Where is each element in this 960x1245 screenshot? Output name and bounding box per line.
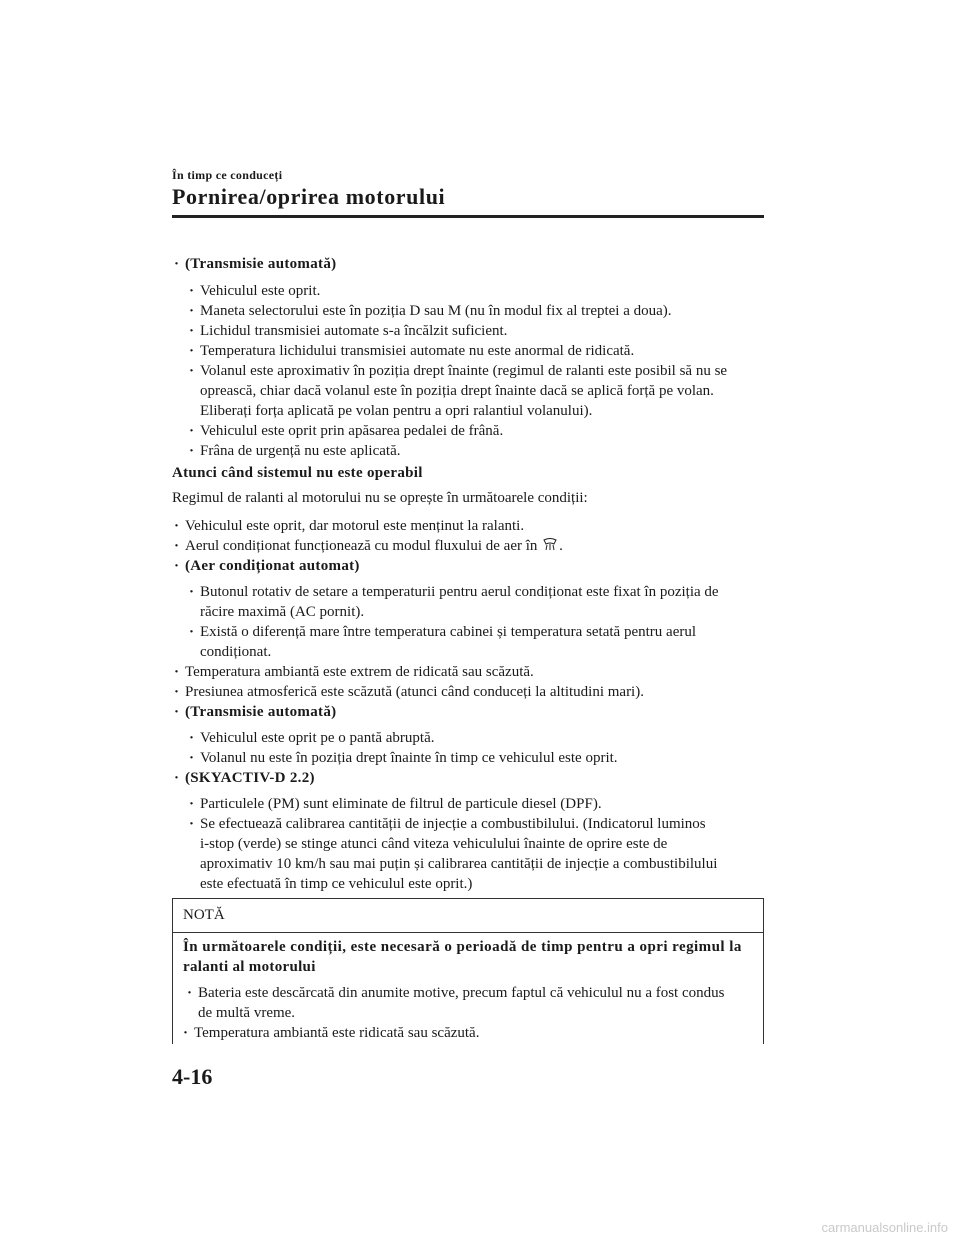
paragraph: Regimul de ralanti al motorului nu se oprește în următoarele condiții: <box>172 490 588 506</box>
list-item: · Presiunea atmosferică este scăzută (atunci când conduceți la altitudini mari). <box>185 684 644 701</box>
list-item: · (SKYACTIV-D 2.2) <box>185 770 315 787</box>
note-list-item: · Temperatura ambiantă este ridicată sau scăzută. <box>194 1025 479 1042</box>
list-item: · (Transmisie automată) <box>185 256 336 273</box>
list-item-continuation: aproximativ 10 km/h sau mai puțin și calibrarea cantității de injecție a combustibilului <box>200 856 718 872</box>
list-item: · Volanul este aproximativ în poziția drept înainte (regimul de ralanti este posibil să nu se <box>200 363 727 380</box>
watermark: carmanualsonline.info <box>821 1220 948 1235</box>
list-item: · Vehiculul este oprit prin apăsarea pedalei de frână. <box>200 423 503 440</box>
list-item-continuation: Eliberați forța aplicată pe volan pentru a opri ralantiul volanului). <box>200 403 593 419</box>
note-heading: ralanti al motorului <box>183 959 316 975</box>
list-item-continuation: este efectuată în timp ce vehiculul este oprit.) <box>200 876 473 892</box>
section-label: În timp ce conduceți <box>172 168 283 182</box>
list-item: · Frâna de urgență nu este aplicată. <box>200 443 400 460</box>
list-item: · Vehiculul este oprit pe o pantă abruptă. <box>200 730 435 747</box>
list-item: · Temperatura ambiantă este extrem de ridicată sau scăzută. <box>185 664 534 681</box>
list-item: · Vehiculul este oprit. <box>200 283 320 300</box>
list-item: · Se efectuează calibrarea cantității de injecție a combustibilului. (Indicatorul luminos <box>200 816 706 833</box>
subheading: Atunci când sistemul nu este operabil <box>172 465 423 481</box>
note-list-item: · Bateria este descărcată din anumite motive, precum faptul că vehiculul nu a fost condus <box>198 985 724 1002</box>
list-item: · Lichidul transmisiei automate s-a încălzit suficient. <box>200 323 507 340</box>
list-item: · Temperatura lichidului transmisiei automate nu este anormal de ridicată. <box>200 343 634 360</box>
list-item: · Există o diferență mare între temperatura cabinei și temperatura setată pentru aerul <box>200 624 696 641</box>
list-item: · Butonul rotativ de setare a temperaturii pentru aerul condiționat este fixat în poziția de <box>200 584 719 601</box>
note-list-item-continuation: de multă vreme. <box>198 1005 296 1021</box>
list-item: · Particulele (PM) sunt eliminate de filtrul de particule diesel (DPF). <box>200 796 602 813</box>
list-item-text-end: . <box>559 538 563 554</box>
page-number: 4-16 <box>172 1064 213 1089</box>
note-title: NOTĂ <box>183 907 225 923</box>
list-item: · Volanul nu este în poziția drept înainte în timp ce vehiculul este oprit. <box>200 750 618 767</box>
list-item: · Vehiculul este oprit, dar motorul este menținut la ralanti. <box>185 518 524 535</box>
list-item-continuation: condiționat. <box>200 644 272 660</box>
list-item: · Maneta selectorului este în poziția D sau M (nu în modul fix al treptei a doua). <box>200 303 672 320</box>
list-item-continuation: răcire maximă (AC pornit). <box>200 604 365 620</box>
list-item: · (Aer condiționat automat) <box>185 558 360 575</box>
title-rule <box>172 215 764 218</box>
note-box <box>172 898 764 1044</box>
note-heading: În următoarele condiții, este necesară o perioadă de timp pentru a opri regimul la <box>183 939 742 955</box>
list-item-continuation: oprească, chiar dacă volanul este în poziția drept înainte dacă se aplică forță pe volan. <box>200 383 714 399</box>
windshield-airflow-icon <box>543 538 557 551</box>
note-divider <box>173 932 763 933</box>
list-item <box>185 538 563 555</box>
list-item-continuation: i-stop (verde) se stinge atunci când viteza vehiculului înainte de oprire este de <box>200 836 668 852</box>
page-title: Pornirea/oprirea motorului <box>172 184 446 209</box>
list-item: · (Transmisie automată) <box>185 704 336 721</box>
list-item-text: Aerul condiționat funcționează cu modul fluxului de aer în <box>185 538 538 554</box>
